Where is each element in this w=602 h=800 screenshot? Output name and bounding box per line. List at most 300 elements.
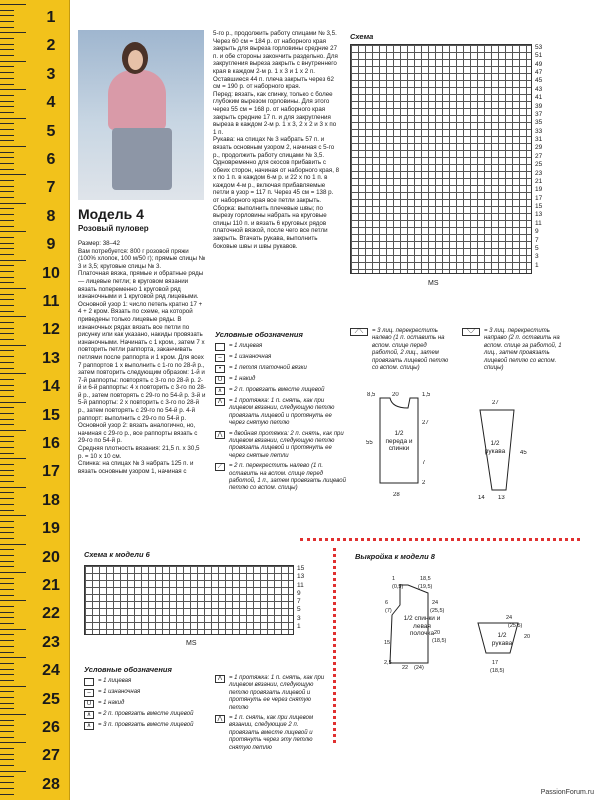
legend-item-text: = 1 петля платочной вязки	[229, 365, 307, 371]
legend-cross-left-text: = 3 лиц. перекрестить налево (1 п. оставить на вспом. спице перед работой, 2 лиц., затем провязать лицевой петлю со вспом. спицы)	[372, 328, 449, 372]
ruler-number: 7	[46, 179, 56, 197]
col1-para: Основной узор 1: число петель кратно 17 + 4 + 2 кром. Вязать по схеме, на которой приведены только лицевые ряды. В изнаночных рядах вязать все петли по рисунку или как указано, накиды провязать изнаночными. Начинать с 1 кром., затем 7 х повторить петли раппорта, заканчивать петлями после раппорта и 1 кром. Для всех 7 раппортов 1 х выполнить с 1-го по 28-й р., затем повторить следующим образом: 1-й и 7-й раппорты: повторять с 3-го по 28-й р. 2-й и 6-й раппорты: 4 х повторить с 3-го по 28-й р., затем повторять с 29-го по 54-й р. 3-й и 5-й раппорты: 2 х повторить с 3-го по 28-й р., затем повторять с 29-го по 54-й р. 4-й раппорт: выполнить с 29-го по 54-й р.	[78, 300, 206, 422]
pattern-sleeve-label: 1/2 рукава	[484, 440, 506, 455]
col2-para: Перед: вязать, как спинку, только с более глубоким вырезом горловины. Для этого через 55 см = 168 р. от наборного края закрыть средние 17 п. и для закругления выреза в каждом 2-м р. 1 х 3, 2 х 2 и 3 х по 1 п.	[213, 90, 337, 136]
ruler-tick	[0, 271, 14, 272]
ruler-tick	[0, 95, 14, 96]
ruler-tick	[0, 277, 14, 278]
ruler-tick	[0, 368, 14, 369]
chart-row-label: 13	[297, 573, 305, 581]
col1-para: Размер: 38–42	[78, 240, 120, 247]
legend-item-text: = 1 протяжка: 1 п. снять, как при лицевом вязании, следующую петлю провязать лицевой и протянуть ее через снятую петлю	[229, 675, 325, 711]
legend-item-text: = 2 п. провязать вместе лицевой	[98, 711, 194, 717]
ruler-tick	[0, 731, 14, 732]
legend-item	[84, 689, 204, 697]
legend-item-text: = 1 лицевая	[229, 343, 263, 349]
ruler-tick	[0, 27, 14, 28]
ruler-tick	[0, 72, 14, 73]
ruler-tick	[0, 191, 14, 192]
ruler-tick	[0, 265, 14, 266]
legend-item	[215, 675, 330, 712]
instructions-col2	[213, 30, 341, 318]
ruler-number: 12	[42, 321, 60, 339]
ruler-tick	[0, 385, 14, 386]
col2-para: 5-го р., продолжить работу спицами № 3,5. Через 60 см = 184 р. от наборного края закрыть для выреза горловины средние 27 п. и обе стороны закончить раздельно. Для закругления выреза закрыть с внутреннего края в каждом 2-м р. 1 х 3 и 1 х 2 п. Оставшиеся 44 п. плеча закрыть через 62 см = 190 р. от наборного края.	[213, 30, 338, 91]
legend-cross-right-text: = 3 лиц. перекрестить направо (2 п. оставить на вспом. спице за работой, 1 лиц., затем провязать лицевой петлю со вспом. спицы)	[484, 328, 562, 372]
p8-dim-f: (7)	[385, 608, 392, 614]
chart-row-label: 27	[535, 152, 543, 160]
ruler-tick	[0, 748, 14, 749]
chart6-ms-label: MS	[186, 640, 197, 647]
chart-row-label: 23	[535, 169, 543, 177]
ruler-tick	[0, 248, 14, 249]
ruler-tick	[0, 708, 14, 709]
legend-item-text: = 2 п. перекрестить налево (1 п. оставить на вспом. спице перед работой, 1 п., затем провязать лицевой петлю со вспом. спицы)	[229, 463, 346, 492]
ruler-tick	[0, 754, 14, 755]
ruler-tick	[0, 430, 26, 431]
p8-dim-b: (0,5)	[392, 584, 404, 590]
ruler-tick	[0, 328, 14, 329]
ruler-tick	[0, 487, 26, 488]
ruler-tick	[0, 634, 14, 635]
ruler-tick	[0, 481, 14, 482]
ruler-tick	[0, 737, 14, 738]
legend-item-text: = 2 п. провязать вместе лицевой	[229, 387, 325, 393]
ruler-number: 21	[42, 577, 60, 594]
ruler-number: 1	[46, 9, 56, 26]
dim-side-right2: 7	[422, 460, 426, 466]
ruler-tick	[0, 288, 26, 289]
ruler-tick	[0, 282, 14, 283]
cross-left-icon: ⟋⟍	[350, 328, 368, 336]
chart-row-label: 25	[535, 161, 543, 169]
dim-sleeve-side: 45	[520, 450, 527, 456]
ruler-tick	[0, 237, 14, 238]
ruler-tick	[0, 504, 14, 505]
ruler-number: 25	[42, 690, 60, 708]
chart-row-label: 47	[535, 69, 543, 77]
dim-sleeve-bottom2: 13	[498, 495, 505, 501]
p8-dim-k: 15	[384, 640, 391, 646]
p8-dim-h: (25,5)	[430, 608, 445, 614]
ruler-tick	[0, 311, 14, 312]
p8-dim-a: 1	[392, 576, 396, 582]
ruler-tick	[0, 243, 14, 244]
ruler-tick	[0, 78, 14, 79]
ruler-number: 18	[42, 491, 60, 509]
col2-para: Рукава: на спицах № 3 набрать 57 п. и вязать основным узором 2, начиная с 5-го р., продолжить работу спицами № 3,5. Одновременно для скосов прибавить с обеих сторон, начиная от наборного края, 8 х по 1 п. в каждом 6-м р. и 22 х по 1 п. в каждом 4-м р., включая прибавляемые петли в узор = 117 п. Через 45 см = 138 р. от наборного края все петли закрыть.	[213, 136, 340, 205]
ruler-tick	[0, 771, 26, 772]
col2-para: Сборка: выполнить плечевые швы; по вырезу горловины набрать на круговые спицы 110 п. и вязать 6 круговых рядов платочной вязкой, после чего все петли закрыть. Втачать рукава, выполнить боковые швы и швы рукавов.	[213, 204, 328, 250]
stitch-symbol-icon: –	[84, 689, 94, 697]
ruler-tick	[0, 623, 14, 624]
ruler-tick	[0, 561, 14, 562]
legend-cross-right	[462, 328, 567, 375]
ruler-tick	[0, 458, 26, 459]
legend-item-text: = 1 накид	[229, 376, 256, 382]
chart-row-label: 19	[535, 186, 543, 194]
ruler-tick	[0, 725, 14, 726]
legend6-list	[84, 678, 204, 733]
chart-row-label: 45	[535, 77, 543, 85]
ruler-number: 14	[42, 378, 60, 396]
ruler-tick	[0, 776, 14, 777]
ruler-tick	[0, 44, 14, 45]
ruler-tick	[0, 101, 14, 102]
ruler-tick	[0, 697, 14, 698]
ruler-tick	[0, 112, 14, 113]
col1-para: Платочная вязка, прямые и обратные ряды — лицевые петли; в круговом вязании вязать попеременно 1 круговой ряд изнаночными и 1 круговой ряд лицевыми.	[78, 270, 204, 301]
ruler-tick	[0, 527, 14, 528]
pattern8-front-label: 1/2 спинки и левая полочка	[403, 615, 441, 638]
ruler-tick	[0, 180, 14, 181]
model-face	[128, 50, 143, 70]
stitch-symbol-icon: U	[84, 700, 94, 708]
stitch-symbol-icon: •	[215, 365, 225, 373]
p8-dim-j: (18,5)	[432, 638, 447, 644]
ruler-number: 15	[42, 406, 60, 424]
legend6-list-2	[215, 675, 330, 755]
ruler-tick	[0, 669, 14, 670]
col1-para: Средняя плотность вязания: 21,5 п. х 30,5 р. = 10 х 10 см.	[78, 445, 200, 460]
p8-dim-q: 20	[524, 634, 531, 640]
chart-row-label: 21	[535, 177, 543, 185]
legend-cross-left	[350, 328, 450, 375]
ruler-tick	[0, 4, 26, 5]
stitch-symbol-icon: –	[215, 354, 225, 362]
ruler-tick	[0, 680, 14, 681]
ruler-tick	[0, 640, 14, 641]
ruler-tick	[0, 32, 26, 33]
ruler-tick	[0, 686, 26, 687]
ruler-tick	[0, 464, 14, 465]
ruler-tick	[0, 146, 26, 147]
chart-row-label: 1	[297, 622, 301, 630]
dim-side-left: 55	[366, 440, 373, 446]
ruler-tick	[0, 413, 14, 414]
model-photo	[78, 30, 204, 200]
ruler-tick	[0, 350, 14, 351]
ruler-tick	[0, 169, 14, 170]
stitch-symbol-icon	[215, 343, 225, 351]
ruler-tick	[0, 532, 14, 533]
ruler-tick	[0, 510, 14, 511]
ruler-tick	[0, 379, 14, 380]
ruler-tick	[0, 674, 14, 675]
ruler-tick	[0, 197, 14, 198]
ruler-tick	[0, 629, 26, 630]
ruler-tick	[0, 322, 14, 323]
chart-row-label: 41	[535, 94, 543, 102]
ruler-number: 28	[42, 775, 60, 793]
legend-list	[215, 343, 347, 533]
ruler-tick	[0, 617, 14, 618]
p8-dim-p: (25,5)	[508, 623, 523, 629]
ruler-tick	[0, 345, 26, 346]
chart-row-label: 7	[297, 598, 301, 605]
ruler-tick	[0, 424, 14, 425]
p8-dim-c: 18,5	[420, 576, 431, 582]
chart-row-label: 35	[535, 119, 543, 127]
chart-row-label: 3	[297, 614, 301, 622]
ruler-tick	[0, 742, 26, 743]
legend-item	[215, 463, 347, 493]
chart-row-label: 31	[535, 136, 543, 144]
ruler-number: 17	[42, 463, 60, 481]
ruler-tick	[0, 10, 14, 11]
ruler-tick	[0, 15, 14, 16]
legend-item	[215, 365, 347, 373]
legend-item-text: = 3 п. провязать вместе лицевой	[98, 722, 194, 728]
stitch-symbol-icon	[84, 678, 94, 686]
ruler-tick	[0, 316, 26, 317]
dotted-separator-horizontal	[300, 538, 580, 541]
col1-para: Спинка: на спицах № 3 набрать 125 п. и вязать основным узором 1, начиная с	[78, 460, 194, 475]
chart-row-label: 51	[535, 52, 543, 60]
ruler-tick	[0, 214, 14, 215]
ruler-tick	[0, 583, 14, 584]
chart-row-label: 5	[297, 606, 301, 614]
ruler-tick	[0, 305, 14, 306]
dim-sleeve-bottom1: 14	[478, 495, 485, 501]
stitch-symbol-icon: ⋀	[215, 431, 225, 439]
chart-row-label: 33	[535, 127, 543, 135]
p8-dim-e: 6	[385, 600, 389, 606]
ruler-tick	[0, 515, 26, 516]
dim-top2: 20	[392, 392, 399, 398]
ruler-tick	[0, 208, 14, 209]
chart-row-label: 43	[535, 85, 543, 93]
ruler-tick	[0, 498, 14, 499]
cross-right-icon: ⟍⟋	[462, 328, 480, 336]
chart-row-label: 29	[535, 144, 543, 152]
ruler-number: 4	[46, 94, 56, 112]
legend-item-text: = 1 изнаночная	[229, 354, 272, 360]
chart-row-label: 39	[535, 102, 543, 110]
chart-row-label: 11	[297, 581, 304, 589]
ruler-tick	[0, 407, 14, 408]
dotted-separator-vertical	[333, 548, 336, 743]
ruler-number: 3	[46, 65, 56, 83]
ruler-number: 6	[46, 151, 56, 168]
legend-item	[84, 678, 204, 686]
ruler-number: 19	[42, 520, 60, 538]
chart-row-label: 9	[297, 589, 301, 597]
ruler-tick	[0, 66, 14, 67]
ruler-tick	[0, 663, 14, 664]
p8-dim-s: (18,5)	[490, 668, 505, 674]
ruler-tick	[0, 260, 26, 261]
instructions-col1	[78, 240, 206, 530]
ruler-tick	[0, 21, 14, 22]
model-subtitle: Розовый пуловер	[78, 224, 149, 233]
ruler-tick	[0, 646, 14, 647]
ruler-number: 24	[42, 662, 60, 680]
knitting-chart-main	[350, 44, 532, 274]
legend-item	[84, 711, 204, 719]
legend-item-text: = 1 лицевая	[98, 678, 132, 684]
pattern8-title: Выкройка к модели 8	[355, 552, 435, 561]
p8-dim-r: 17	[492, 660, 499, 666]
legend-item	[215, 387, 347, 395]
ruler-number: 9	[46, 236, 56, 254]
ruler-tick	[0, 333, 14, 334]
ruler-tick	[0, 299, 14, 300]
ruler-tick	[0, 475, 14, 476]
legend-item	[215, 376, 347, 384]
legend-item	[215, 398, 347, 428]
chart-row-label: 3	[535, 253, 539, 261]
ruler-tick	[0, 578, 14, 579]
dim-side-right1: 27	[422, 420, 429, 426]
p8-dim-i: 20	[434, 630, 441, 636]
ruler-tick	[0, 441, 14, 442]
stitch-symbol-icon: ∧	[84, 711, 94, 719]
chart-row-label: 11	[535, 219, 542, 227]
ruler-tick	[0, 720, 14, 721]
chart-row-label: 53	[535, 44, 543, 51]
ruler-tick	[0, 595, 14, 596]
dim-sleeve-top: 27	[492, 400, 499, 406]
chart-row-label: 9	[535, 228, 539, 236]
pullover-shape	[108, 70, 166, 130]
chart-row-label: 13	[535, 211, 543, 219]
ruler-tick	[0, 657, 26, 658]
ruler-tick	[0, 396, 14, 397]
model-title: Модель 4	[78, 206, 144, 222]
chart-row-label: 37	[535, 110, 543, 118]
chart-row-label: 17	[535, 194, 543, 202]
ruler-tick	[0, 226, 14, 227]
ruler-tick	[0, 135, 14, 136]
ruler-tick	[0, 600, 26, 601]
dim-top3: 1,5	[422, 392, 431, 398]
stitch-symbol-icon: Λ	[215, 675, 225, 683]
ruler-tick	[0, 390, 14, 391]
ruler-tick	[0, 106, 14, 107]
ruler-tick	[0, 492, 14, 493]
legend-item	[215, 354, 347, 362]
ruler-tick	[0, 589, 14, 590]
legend-item	[215, 343, 347, 351]
p8-dim-l: 22	[402, 665, 409, 671]
stitch-symbol-icon: ⋀	[215, 715, 225, 723]
ruler-tick	[0, 38, 14, 39]
ruler-number: 26	[42, 719, 60, 736]
stitch-symbol-icon: U	[215, 376, 225, 384]
ruler-tick	[0, 765, 14, 766]
legend6-title: Условные обозначения	[84, 665, 172, 674]
ruler-tick	[0, 402, 26, 403]
ruler-tick	[0, 362, 14, 363]
ruler-number: 11	[42, 293, 60, 310]
ruler-tick	[0, 566, 14, 567]
p8-dim-n: 2,5	[384, 660, 392, 666]
ruler-tick	[0, 538, 14, 539]
ruler-tick	[0, 572, 26, 573]
ruler-tick	[0, 436, 14, 437]
dim-bottom: 28	[393, 492, 400, 498]
legend-item-text: = 1 протяжка: 1 п. снять, как при лицевом вязании, следующую петлю провязать лицевой и протянуть ее через снятую петлю	[229, 398, 335, 427]
ruler-tick	[0, 339, 14, 340]
ruler-tick	[0, 203, 26, 204]
chart-ms-label: MS	[428, 280, 439, 287]
legend-item	[215, 431, 347, 461]
ruler-tick	[0, 123, 14, 124]
ruler-tick	[0, 254, 14, 255]
legend-title: Условные обозначения	[215, 330, 303, 339]
ruler-tick	[0, 157, 14, 158]
ruler-tick	[0, 129, 14, 130]
ruler-tick	[0, 186, 14, 187]
ruler-tick	[0, 691, 14, 692]
measuring-ruler	[0, 0, 70, 800]
ruler-tick	[0, 447, 14, 448]
legend-item-text: = 1 п. снять, как при лицевом вязании, следующие 2 п. провязать вместе лицевой и протянуть через эту петлю снятую петлю	[229, 715, 314, 751]
ruler-tick	[0, 470, 14, 471]
ruler-tick	[0, 174, 26, 175]
p8-dim-g: 24	[432, 600, 439, 606]
ruler-tick	[0, 220, 14, 221]
ruler-tick	[0, 788, 14, 789]
ruler-tick	[0, 521, 14, 522]
knitting-chart-6	[84, 565, 294, 635]
ruler-tick	[0, 606, 14, 607]
dim-top1: 8,5	[367, 392, 376, 398]
col1-para: Основной узор 2: вязать аналогично, но, начиная с 29-го р., все раппорты вязать с 29-го по 54-й р.	[78, 422, 198, 445]
ruler-tick	[0, 140, 14, 141]
legend-item	[84, 722, 204, 730]
ruler-tick	[0, 356, 14, 357]
ruler-tick	[0, 163, 14, 164]
schema-title: Схема	[350, 32, 374, 41]
ruler-number: 22	[42, 605, 60, 623]
chart-row-label: 15	[297, 565, 305, 572]
ruler-number: 2	[46, 37, 56, 55]
ruler-tick	[0, 714, 26, 715]
ruler-tick	[0, 612, 14, 613]
dim-h: 2	[422, 480, 426, 486]
ruler-tick	[0, 118, 26, 119]
legend-item-text: = 1 накид	[98, 700, 125, 706]
ruler-tick	[0, 49, 14, 50]
ruler-tick	[0, 782, 14, 783]
ruler-number: 5	[46, 122, 56, 140]
ruler-tick	[0, 231, 26, 232]
ruler-number: 23	[42, 633, 60, 651]
p8-dim-d: (19,5)	[418, 584, 433, 590]
stitch-symbol-icon: ⟋	[215, 463, 225, 471]
chart-row-label: 1	[535, 261, 539, 269]
ruler-tick	[0, 759, 14, 760]
legend-item-text: = двойная протяжка: 2 п. снять, как при лицевом вязании, следующую петлю провязать лицевой и протянуть ее через снятые петли	[229, 430, 344, 459]
model-jeans	[112, 128, 172, 190]
ruler-number: 20	[42, 548, 60, 566]
ruler-tick	[0, 794, 14, 795]
ruler-number: 27	[42, 747, 60, 765]
ruler-tick	[0, 89, 26, 90]
schema6-title: Схема к модели 6	[84, 550, 150, 559]
ruler-tick	[0, 61, 26, 62]
ruler-tick	[0, 294, 14, 295]
p8-dim-m: (24)	[414, 665, 424, 671]
chart-row-label: 15	[535, 203, 543, 211]
ruler-tick	[0, 652, 14, 653]
ruler-tick	[0, 419, 14, 420]
ruler-tick	[0, 373, 26, 374]
ruler-tick	[0, 152, 14, 153]
footer-watermark: PassionForum.ru	[540, 789, 594, 796]
